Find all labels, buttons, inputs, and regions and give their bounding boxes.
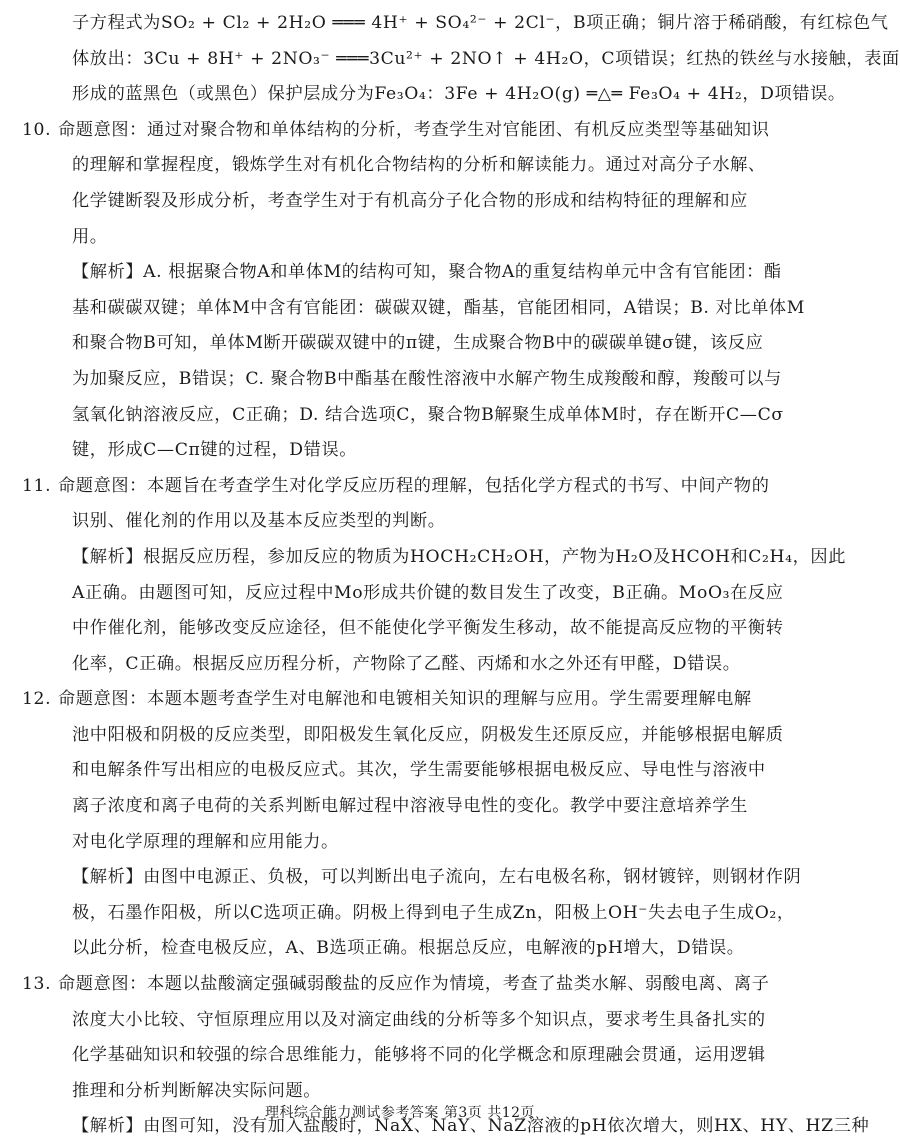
question-number: 10. xyxy=(22,119,52,140)
intent-text: 命题意图：本题以盐酸滴定强碱弱酸盐的反应作为情境，考查了盐类水解、弱酸电离、离子 xyxy=(58,974,770,995)
question-number: 11. xyxy=(22,475,52,496)
intent-line: 离子浓度和离子电荷的关系判断电解过程中溶液导电性的变化。教学中要注意培养学生 xyxy=(72,796,748,817)
intent-line xyxy=(22,469,770,505)
question-block xyxy=(22,682,802,967)
intent-line: 浓度大小比较、守恒原理应用以及对滴定曲线的分析等多个知识点，要求考生具备扎实的 xyxy=(72,1009,766,1030)
intent-text: 命题意图：本题旨在考查学生对化学反应历程的理解，包括化学方程式的书写、中间产物的 xyxy=(58,475,770,496)
intro-line: 子方程式为SO₂ + Cl₂ + 2H₂O ═══ 4H⁺ + SO₄²⁻ + 2Cl⁻，B项正确；铜片溶于稀硝酸，有红棕色气 xyxy=(72,13,889,33)
intent-line: 和电解条件写出相应的电极反应式。其次，学生需要能够根据电极反应、导电性与溶液中 xyxy=(72,760,766,781)
question-block xyxy=(22,469,846,683)
intent-line xyxy=(22,967,770,1003)
intent-line: 化学基础知识和较强的综合思维能力，能够将不同的化学概念和原理融会贯通，运用逻辑 xyxy=(72,1045,766,1066)
analysis-line: 化率，C正确。根据反应历程分析，产物除了乙醛、丙烯和水之外还有甲醛，D错误。 xyxy=(72,653,741,674)
analysis-line: 【解析】A. 根据聚合物A和单体M的结构可知，聚合物A的重复结构单元中含有官能团：酯 xyxy=(72,262,782,283)
intent-line: 池中阳极和阴极的反应类型，即阳极发生氧化反应，阴极发生还原反应，并能够根据电解质 xyxy=(72,724,784,745)
intent-line xyxy=(22,113,770,149)
intent-line: 用。 xyxy=(72,226,108,247)
intent-text: 命题意图：本题本题考查学生对电解池和电镀相关知识的理解与应用。学生需要理解电解 xyxy=(58,689,752,710)
page-footer: 理科综合能力测试参考答案 第3页 共12页 xyxy=(264,1105,536,1121)
analysis-line: 基和碳碳双键；单体M中含有官能团：碳碳双键，酯基，官能团相同，A错误；B. 对比单体M xyxy=(72,297,805,318)
analysis-line: A正确。由题图可知，反应过程中Mo形成共价键的数目发生了改变，B正确。MoO₃在反应 xyxy=(72,582,784,603)
intent-line: 推理和分析判断解决实际问题。 xyxy=(72,1080,322,1101)
question-block xyxy=(22,113,805,469)
analysis-line: 中作催化剂，能够改变反应途径，但不能使化学平衡发生移动，故不能提高反应物的平衡转 xyxy=(72,618,784,639)
analysis-line: 【解析】由图可知，没有加入盐酸时，NaX、NaY、NaZ溶液的pH依次增大，则HX、HY、HZ三种 xyxy=(72,1116,870,1137)
analysis-line: 【解析】由图中电源正、负极，可以判断出电子流向，左右电极名称，钢材镀锌，则钢材作阴 xyxy=(72,867,802,888)
intent-line: 的理解和掌握程度，锻炼学生对有机化合物结构的分析和解读能力。通过对高分子水解、 xyxy=(72,155,766,176)
intent-line: 识别、催化剂的作用以及基本反应类型的判断。 xyxy=(72,511,446,532)
intent-line: 对电化学原理的理解和应用能力。 xyxy=(72,831,339,852)
analysis-line: 极，石墨作阳极，所以C选项正确。阴极上得到电子生成Zn，阳极上OH⁻失去电子生成O₂， xyxy=(72,902,795,923)
analysis-line: 【解析】根据反应历程，参加反应的物质为HOCH₂CH₂OH，产物为H₂O及HCOH和C₂H₄，因此 xyxy=(72,546,846,567)
question-number: 13. xyxy=(22,974,52,995)
analysis-line: 为加聚反应，B错误；C. 聚合物B中酯基在酸性溶液中水解产物生成羧酸和醇，羧酸可以与 xyxy=(72,368,782,389)
intro-line: 形成的蓝黑色（或黑色）保护层成分为Fe₃O₄：3Fe + 4H₂O(g) ═△═ Fe₃O₄ + 4H₂，D项错误。 xyxy=(72,84,846,105)
intent-line xyxy=(22,682,766,718)
analysis-line: 和聚合物B可知，单体M断开碳碳双键中的π键，生成聚合物B中的碳碳单键σ键，该反应 xyxy=(72,333,764,354)
analysis-line: 以此分析，检查电极反应，A、B选项正确。根据总反应，电解液的pH增大，D错误。 xyxy=(72,938,745,959)
intro-line: 体放出：3Cu + 8H⁺ + 2NO₃⁻ ═══3Cu²⁺ + 2NO↑ + 4H₂O，C项错误；红热的铁丝与水接触，表面 xyxy=(72,48,900,69)
analysis-line: 氢氧化钠溶液反应，C正确；D. 结合选项C，聚合物B解聚生成单体M时，存在断开C—Cσ xyxy=(72,404,784,425)
intro-continuation xyxy=(22,6,900,113)
intent-line: 化学键断裂及形成分析，考查学生对于有机高分子化合物的形成和结构特征的理解和应 xyxy=(72,190,748,211)
question-number: 12. xyxy=(22,689,52,710)
analysis-line: 键，形成C—Cπ键的过程，D错误。 xyxy=(72,440,358,461)
question-list xyxy=(22,113,870,1145)
intent-text: 命题意图：通过对聚合物和单体结构的分析，考查学生对官能团、有机反应类型等基础知识 xyxy=(58,119,770,140)
